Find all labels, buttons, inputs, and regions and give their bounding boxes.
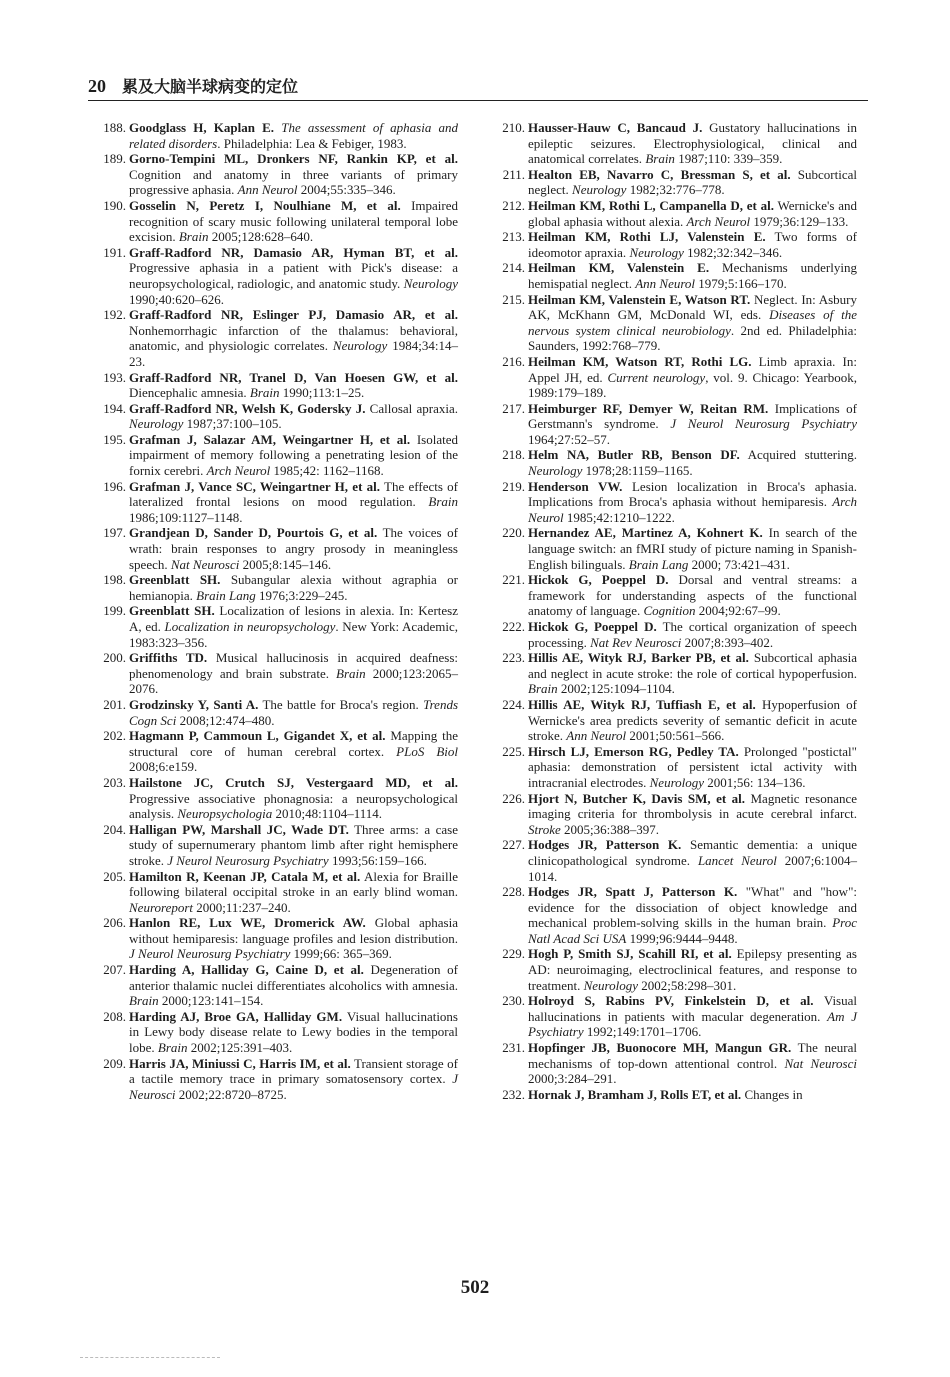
reference-number: 200. xyxy=(103,650,126,666)
reference-italic-title: Brain Lang xyxy=(628,556,689,572)
reference-text-end: . Philadelphia: Lea & Febiger, 1983. xyxy=(217,135,407,151)
reference-column-left xyxy=(103,120,459,1102)
reference-text-end: 1982;32:776–778. xyxy=(626,182,725,198)
reference-entry xyxy=(502,447,857,479)
reference-authors: Heilman KM, Watson RT, Rothi LG. xyxy=(528,353,752,369)
reference-entry xyxy=(502,993,857,1040)
reference-entry xyxy=(103,400,458,432)
reference-text: Neglect. In: Asbury AK, McKhann GM, McDonald WI, eds. xyxy=(528,291,858,323)
reference-text: Transient storage of a tactile memory trace in primary somatosensory cortex. xyxy=(129,1055,458,1087)
reference-authors: Heilman KM, Rothi LJ, Valenstein E. xyxy=(528,229,766,245)
reference-authors: Halligan PW, Marshall JC, Wade DT. xyxy=(129,821,349,837)
reference-authors: Holroyd S, Rabins PV, Finkelstein D, et al. xyxy=(528,993,814,1009)
reference-number: 208. xyxy=(103,1008,126,1024)
reference-text: Mechanisms underlying hemispatial neglect. xyxy=(528,260,857,291)
reference-text: Callosal apraxia. xyxy=(365,400,458,416)
reference-italic-title: Brain xyxy=(178,229,209,245)
reference-authors: Hillis AE, Wityk RJ, Tuffiash E, et al. xyxy=(528,696,756,712)
reference-italic-title: Proc Natl Acad Sci USA xyxy=(528,915,857,946)
reference-text-end: 1999;66: 365–369. xyxy=(290,946,392,962)
reference-italic-title: Trends Cogn Sci xyxy=(129,696,459,728)
reference-entry xyxy=(103,151,458,198)
reference-authors: Hopfinger JB, Buonocore MH, Mangun GR. xyxy=(528,1040,792,1056)
reference-authors: Grafman J, Salazar AM, Weingartner H, et al. xyxy=(129,431,411,447)
reference-text-end: 2005;36:388–397. xyxy=(560,821,659,837)
reference-authors: Harris JA, Miniussi C, Harris IM, et al. xyxy=(129,1055,351,1071)
reference-italic-title: Lancet Neurol xyxy=(697,852,777,868)
reference-authors: Heilman KM, Valenstein E. xyxy=(528,260,710,276)
reference-text-end: 2007;8:393–402. xyxy=(681,634,774,650)
reference-authors: Hailstone JC, Crutch SJ, Vestergaard MD, et al. xyxy=(129,774,458,790)
reference-entry xyxy=(103,120,459,151)
reference-number: 204. xyxy=(103,821,126,837)
reference-text-end: 1979;5:166–170. xyxy=(695,275,787,291)
reference-italic-title: Cognition xyxy=(643,603,696,619)
reference-text-end: 1984;34:14–23. xyxy=(129,338,458,369)
reference-number: 231. xyxy=(502,1040,525,1056)
reference-authors: Heilman KM, Rothi L, Campanella D, et al. xyxy=(528,197,775,213)
reference-authors: Hillis AE, Wityk RJ, Barker PB, et al. xyxy=(528,650,749,666)
reference-entry xyxy=(502,619,857,650)
reference-italic-title: Brain xyxy=(645,151,675,167)
reference-number: 211. xyxy=(502,166,525,182)
reference-text-end: 2002;58:298–301. xyxy=(638,977,737,993)
reference-italic-title: J Neurol Neurosurg Psychiatry xyxy=(670,416,857,432)
reference-number: 209. xyxy=(103,1055,126,1071)
reference-authors: Goodglass H, Kaplan E. xyxy=(129,120,275,135)
reference-italic-title: Neurology xyxy=(528,463,583,479)
reference-authors: Graff-Radford NR, Welsh K, Godersky J. xyxy=(129,400,366,416)
reference-entry xyxy=(103,868,459,916)
reference-text: Two forms of ideomotor apraxia. xyxy=(528,229,857,260)
reference-entry xyxy=(502,946,857,993)
reference-number: 226. xyxy=(502,790,525,806)
reference-text: Magnetic resonance imaging criteria for thrombolysis in acute cerebral infarct. xyxy=(528,790,857,822)
reference-entry xyxy=(502,353,857,401)
reference-text: Global aphasia without hemiparesis: language profiles and lesion distribution. xyxy=(129,915,458,946)
header-rule xyxy=(88,100,868,101)
reference-italic-title: J Neurosci xyxy=(129,1071,458,1102)
reference-text: Epilepsy presenting as AD: neuroimaging, electroclinical features, and response to treatment. xyxy=(528,946,857,993)
footer-page-number: 502 xyxy=(460,1277,490,1298)
reference-number: 219. xyxy=(502,478,525,494)
reference-text: The effects of lateralized frontal lesions on mood regulation. xyxy=(129,478,458,510)
reference-number: 203. xyxy=(103,774,126,790)
running-header xyxy=(88,74,868,100)
reference-text-end: 2005;128:628–640. xyxy=(208,229,314,245)
reference-authors: Hamilton R, Keenan JP, Catala M, et al. xyxy=(129,868,361,884)
reference-number: 225. xyxy=(502,743,525,759)
reference-text: "What" and "how": evidence for the dissociation of object knowledge and mechanical problem-solving skills in the human brain. xyxy=(528,884,857,931)
reference-authors: Healton EB, Navarro C, Bressman S, et al. xyxy=(528,166,791,182)
reference-italic-title: Brain xyxy=(528,681,558,697)
reference-text: Hypoperfusion of Wernicke's area predicts severity of semantic deficit in acute stroke. xyxy=(528,696,857,744)
reference-text: Musical hallucinosis in acquired deafness: phenomenology and brain substrate. xyxy=(129,650,458,681)
reference-authors: Hjort N, Butcher K, Davis SM, et al. xyxy=(528,790,746,806)
reference-text: The cortical organization of speech processing. xyxy=(528,619,857,650)
reference-text-end: 1976;3:229–245. xyxy=(255,587,348,603)
reference-text-end: 1964;27:52–57. xyxy=(528,431,610,447)
reference-entry xyxy=(502,884,857,946)
reference-entry xyxy=(103,572,458,603)
reference-text: Subcortical neglect. xyxy=(528,166,857,198)
reference-authors: Graff-Radford NR, Eslinger PJ, Damasio AR, et al. xyxy=(129,307,458,323)
reference-text: In search of the language switch: an fMRI study of picture naming in Spanish-English bilinguals. xyxy=(528,525,857,572)
reference-text-end: 2002;125:1094–1104. xyxy=(557,681,675,697)
reference-text: Degeneration of anterior thalamic nuclei differentiates alcoholics with amnesia. xyxy=(129,962,458,993)
reference-authors: Hanlon RE, Lux WE, Dromerick AW. xyxy=(129,915,366,931)
reference-entry xyxy=(502,197,857,229)
reference-number: 222. xyxy=(502,619,525,634)
reference-entry xyxy=(103,1008,458,1056)
reference-number: 198. xyxy=(103,572,126,588)
reference-entry xyxy=(502,1086,857,1103)
reference-text: Progressive aphasia in a patient with Pick's disease: a neuropsychological, radiologic, and anatomic study. xyxy=(129,260,458,291)
reference-authors: Henderson VW. xyxy=(528,478,623,494)
reference-entry xyxy=(502,743,857,791)
reference-authors: Hirsch LJ, Emerson RG, Pedley TA. xyxy=(528,743,739,759)
reference-authors: Graff-Radford NR, Damasio AR, Hyman BT, et al. xyxy=(129,244,458,260)
reference-text-end: 2002;125:391–403. xyxy=(187,1040,293,1056)
reference-text: Subangular alexia without agraphia or hemianopia. xyxy=(129,572,458,603)
reference-italic-title: J Neurol Neurosurg Psychiatry xyxy=(167,852,329,868)
reference-text-end: 2010;48:1104–1114. xyxy=(272,806,383,822)
reference-italic-title: Brain xyxy=(428,494,458,510)
reference-entry xyxy=(103,197,458,245)
reference-number: 197. xyxy=(103,525,126,541)
reference-text: Implications of Gerstmann's syndrome. xyxy=(528,400,857,432)
reference-entry xyxy=(502,650,858,697)
reference-text-end: 1986;109:1127–1148. xyxy=(129,509,243,525)
reference-italic-title: Brain xyxy=(336,665,366,681)
reference-authors: Harding AJ, Broe GA, Halliday GM. xyxy=(129,1008,343,1024)
reference-text-end: . New York: Academic, 1983:323–356. xyxy=(129,619,458,650)
bottom-rule xyxy=(80,1357,220,1358)
reference-italic-title: Neurology xyxy=(403,275,458,291)
reference-text-end: 1990;113:1–25. xyxy=(279,385,365,401)
reference-entry xyxy=(502,696,857,744)
reference-italic-title: Neurology xyxy=(572,182,627,198)
reference-italic-title: Am J Psychiatry xyxy=(528,1008,857,1040)
reference-text: Visual hallucinations in patients with macular degeneration. xyxy=(528,993,857,1024)
reference-text: The battle for Broca's region. xyxy=(258,696,424,712)
reference-entry xyxy=(502,1040,857,1087)
reference-italic-title: Neurology xyxy=(332,338,388,354)
reference-number: 192. xyxy=(103,307,126,323)
reference-text-end: 1985;42:1210–1222. xyxy=(563,509,675,525)
reference-entry xyxy=(103,369,458,401)
reference-entry xyxy=(502,572,857,619)
reference-number: 212. xyxy=(502,197,525,213)
reference-number: 217. xyxy=(502,400,525,416)
reference-text-end: 1999;96:9444–9448. xyxy=(626,930,738,946)
reference-text: Wernicke's and global aphasia without alexia. xyxy=(528,197,857,229)
reference-entry xyxy=(103,962,458,1009)
reference-number: 215. xyxy=(502,291,525,307)
reference-text-end: , vol. 9. Chicago: Yearbook, 1989:179–189. xyxy=(528,369,857,401)
reference-authors: Hodges JR, Spatt J, Patterson K. xyxy=(528,884,738,900)
reference-authors: Graff-Radford NR, Tranel D, Van Hoesen GW, et al. xyxy=(129,369,458,385)
reference-number: 201. xyxy=(103,696,126,712)
reference-entry xyxy=(103,431,458,479)
reference-entry xyxy=(502,120,857,167)
reference-number: 188. xyxy=(103,120,126,135)
reference-text: Semantic dementia: a unique clinicopathological syndrome. xyxy=(528,837,857,868)
reference-number: 220. xyxy=(502,525,525,541)
reference-authors: Greenblatt SH. xyxy=(129,572,221,588)
reference-text: Localization of lesions in alexia. In: Kertesz A, ed. xyxy=(129,603,458,634)
reference-entry xyxy=(502,260,857,291)
reference-entry xyxy=(103,915,458,962)
reference-text-end: 1993;56:159–166. xyxy=(328,852,427,868)
reference-text-end: 1979;36:129–133. xyxy=(750,213,849,229)
reference-authors: Hausser-Hauw C, Bancaud J. xyxy=(528,120,703,135)
reference-authors: Hernandez AE, Martinez A, Kohnert K. xyxy=(528,525,763,541)
reference-number: 207. xyxy=(103,962,126,978)
reference-authors: Heilman KM, Valenstein E, Watson RT. xyxy=(528,291,751,307)
reference-italic-title: Brain xyxy=(129,993,159,1009)
reference-italic-title: Neuropsychologia xyxy=(177,806,273,822)
reference-text: Limb apraxia. In: Appel JH, ed. xyxy=(528,353,857,385)
reference-entry xyxy=(502,790,857,838)
reference-text-end: 2008;12:474–480. xyxy=(176,712,275,728)
reference-text: Subcortical aphasia and neglect in acute stroke: the role of cortical hypoperfusion. xyxy=(528,650,858,681)
reference-italic-title: Stroke xyxy=(528,821,561,837)
reference-italic-title: Neuroreport xyxy=(129,899,194,915)
reference-text: Isolated impairment of memory following a penetrating lesion of the fornix cerebri. xyxy=(129,431,458,479)
reference-italic-title: PLoS Biol xyxy=(396,743,458,759)
reference-text: Nonhemorrhagic infarction of the thalamus: behavioral, anatomic, and physiologic correlates. xyxy=(129,322,458,354)
reference-number: 210. xyxy=(502,120,525,135)
reference-number: 214. xyxy=(502,260,525,276)
reference-entry xyxy=(502,837,857,884)
reference-italic-title: Brain xyxy=(157,1040,188,1056)
reference-number: 190. xyxy=(103,197,126,213)
reference-italic-title: Arch Neurol xyxy=(528,494,857,525)
reference-italic-title: J Neurol Neurosurg Psychiatry xyxy=(129,946,291,962)
reference-italic-title: Nat Neurosci xyxy=(784,1055,857,1071)
reference-text: Dorsal and ventral streams: a framework for understanding aspects of the functional anatomy of language. xyxy=(528,572,857,619)
reference-number: 227. xyxy=(502,837,525,853)
reference-number: 189. xyxy=(103,151,126,167)
reference-authors: Hornak J, Bramham J, Rolls ET, et al. xyxy=(528,1086,742,1102)
reference-italic-title: Diseases of the nervous system clinical neurobiology xyxy=(528,307,857,338)
reference-text: The neural mechanisms of top-down attentional control. xyxy=(528,1040,857,1071)
reference-number: 195. xyxy=(103,431,126,447)
reference-italic-title: Neurology xyxy=(629,244,684,260)
reference-authors: Grafman J, Vance SC, Weingartner H, et al. xyxy=(129,478,381,494)
reference-text: Changes in xyxy=(741,1086,803,1102)
reference-italic-title: Nat Neurosci xyxy=(170,556,240,572)
reference-text-end: 2008;6:e159. xyxy=(129,759,198,775)
reference-text-end: 2007;6:1004–1014. xyxy=(528,852,857,884)
reference-text-end: 1992;149:1701–1706. xyxy=(583,1024,702,1040)
reference-authors: Heimburger RF, Demyer W, Reitan RM. xyxy=(528,400,769,416)
reference-entry xyxy=(502,478,857,526)
reference-entry xyxy=(502,166,857,198)
reference-entry xyxy=(103,603,458,650)
reference-text: The voices of wrath: brain responses to angry prosody in meaningless speech. xyxy=(129,525,458,572)
reference-entry xyxy=(502,229,857,260)
reference-text-end: 1990;40:620–626. xyxy=(129,291,224,307)
reference-text-end: 1987;37:100–105. xyxy=(183,416,282,432)
reference-entry xyxy=(103,525,458,572)
reference-number: 199. xyxy=(103,603,126,619)
reference-entry xyxy=(103,307,458,369)
reference-italic-title: Arch Neurol xyxy=(206,463,271,479)
reference-text: Alexia for Braille following bilateral occipital stroke in an early blind woman. xyxy=(129,868,459,900)
reference-entry xyxy=(103,244,458,307)
reference-authors: Hickok G, Poeppel D. xyxy=(528,572,669,588)
reference-text: Impaired recognition of scary music following unilateral temporal lobe excision. xyxy=(129,197,458,245)
reference-text-end: 1987;110: 339–359. xyxy=(674,151,783,167)
reference-italic-title: Ann Neurol xyxy=(635,275,696,291)
reference-authors: Hickok G, Poeppel D. xyxy=(528,619,657,634)
reference-italic-title: The assessment of aphasia and related disorders xyxy=(129,120,459,151)
reference-text: Acquired stuttering. xyxy=(739,447,857,463)
reference-number: 191. xyxy=(103,244,126,260)
reference-number: 229. xyxy=(502,946,525,962)
reference-text-end: . 2nd ed. Philadelphia: Saunders, 1992:768–779. xyxy=(528,322,857,354)
reference-text: Progressive associative phonagnosia: a neuropsychological analysis. xyxy=(129,790,458,822)
reference-italic-title: Neurology xyxy=(649,774,705,790)
reference-text-end: 2005;8:145–146. xyxy=(239,556,332,572)
reference-entry xyxy=(103,774,458,822)
reference-text-end: 1985;42: 1162–1168. xyxy=(270,463,384,479)
reference-authors: Hagmann P, Cammoun L, Gigandet X, et al. xyxy=(129,728,386,744)
reference-text: Diencephalic amnesia. xyxy=(129,385,250,401)
reference-text: Gustatory hallucinations in epileptic seizures. Electrophysiological, clinical and anatomical correlates. xyxy=(528,120,857,167)
reference-text-end: 2000;3:284–291. xyxy=(528,1071,617,1087)
reference-italic-title: Neurology xyxy=(129,416,184,432)
reference-number: 232. xyxy=(502,1086,525,1102)
reference-authors: Grodzinsky Y, Santi A. xyxy=(129,696,259,712)
reference-italic-title: Brain xyxy=(249,385,280,401)
reference-text-end: 2002;22:8720–8725. xyxy=(175,1086,287,1102)
reference-number: 216. xyxy=(502,353,525,369)
reference-authors: Helm NA, Butler RB, Benson DF. xyxy=(528,447,740,463)
reference-number: 228. xyxy=(502,884,525,900)
reference-text-end: 2000; 73:421–431. xyxy=(688,556,790,572)
reference-entry xyxy=(103,478,458,526)
reference-italic-title: Brain Lang xyxy=(196,587,256,603)
reference-text-end: 1982;32:342–346. xyxy=(683,244,783,260)
reference-number: 196. xyxy=(103,478,126,494)
reference-number: 218. xyxy=(502,447,525,463)
header-page-number: 20 xyxy=(88,76,106,96)
reference-text-end: 2000;11:237–240. xyxy=(193,899,291,915)
reference-number: 205. xyxy=(103,868,126,884)
reference-text: Prolonged "postictal" aphasia: demonstration of persistent ictal activity with intracranial electrodes. xyxy=(528,743,857,790)
header-chapter-title: 累及大脑半球病变的定位 xyxy=(122,77,299,96)
reference-authors: Griffiths TD. xyxy=(129,650,208,666)
reference-entry xyxy=(103,650,458,697)
reference-authors: Hodges JR, Patterson K. xyxy=(528,837,682,853)
reference-italic-title: Neurology xyxy=(583,977,638,993)
reference-entry xyxy=(103,696,459,728)
reference-italic-title: Nat Rev Neurosci xyxy=(590,634,682,650)
reference-text: Three arms: a case study of supernumerary phantom limb after right hemisphere stroke. xyxy=(129,821,458,868)
reference-entry xyxy=(502,400,857,448)
reference-entry xyxy=(103,821,458,869)
reference-text-end: 2004;55:335–346. xyxy=(297,182,396,198)
reference-number: 194. xyxy=(103,400,126,416)
reference-authors: Hogh P, Smith SJ, Scahill RI, et al. xyxy=(528,946,732,962)
reference-authors: Gosselin N, Peretz I, Noulhiane M, et al. xyxy=(129,197,401,213)
reference-number: 213. xyxy=(502,229,525,245)
reference-number: 224. xyxy=(502,696,525,712)
reference-italic-title: Arch Neurol xyxy=(686,213,751,229)
reference-text-end: 2004;92:67–99. xyxy=(695,603,781,619)
reference-text: Lesion localization in Broca's aphasia. Implications from Broca's aphasia without hemiparesis. xyxy=(528,478,857,510)
reference-authors: Harding A, Halliday G, Caine D, et al. xyxy=(129,962,364,978)
reference-text-end: 2000;123:141–154. xyxy=(158,993,264,1009)
reference-entry xyxy=(502,291,858,354)
reference-italic-title: Ann Neurol xyxy=(566,728,627,744)
reference-text-end: 2000;123:2065–2076. xyxy=(129,665,458,697)
reference-entry xyxy=(103,1055,458,1103)
reference-number: 202. xyxy=(103,728,126,744)
reference-text-end: 1978;28:1159–1165. xyxy=(582,463,693,479)
reference-column-right xyxy=(502,120,858,1102)
reference-entry xyxy=(103,728,458,775)
reference-number: 223. xyxy=(502,650,525,666)
reference-text: Mapping the structural core of human cerebral cortex. xyxy=(129,728,458,759)
reference-number: 206. xyxy=(103,915,126,931)
reference-text: Visual hallucinations in Lewy body disease relate to Lewy bodies in the temporal lobe. xyxy=(129,1008,458,1056)
reference-italic-title: Ann Neurol xyxy=(237,182,298,198)
reference-italic-title: Localization in neuropsychology xyxy=(164,619,336,634)
reference-authors: Gorno-Tempini ML, Dronkers NF, Rankin KP, et al. xyxy=(129,151,458,167)
reference-number: 230. xyxy=(502,993,525,1009)
reference-number: 221. xyxy=(502,572,525,588)
reference-entry xyxy=(502,525,857,572)
reference-text-end: 2001;56: 134–136. xyxy=(704,774,806,790)
reference-text: Cognition and anatomy in three variants of primary progressive aphasia. xyxy=(129,166,458,198)
reference-italic-title: Current neurology xyxy=(607,369,706,385)
reference-text-end: 2001;50:561–566. xyxy=(626,728,725,744)
reference-number: 193. xyxy=(103,369,126,385)
reference-authors: Greenblatt SH. xyxy=(129,603,215,619)
reference-authors: Grandjean D, Sander D, Pourtois G, et al. xyxy=(129,525,378,541)
